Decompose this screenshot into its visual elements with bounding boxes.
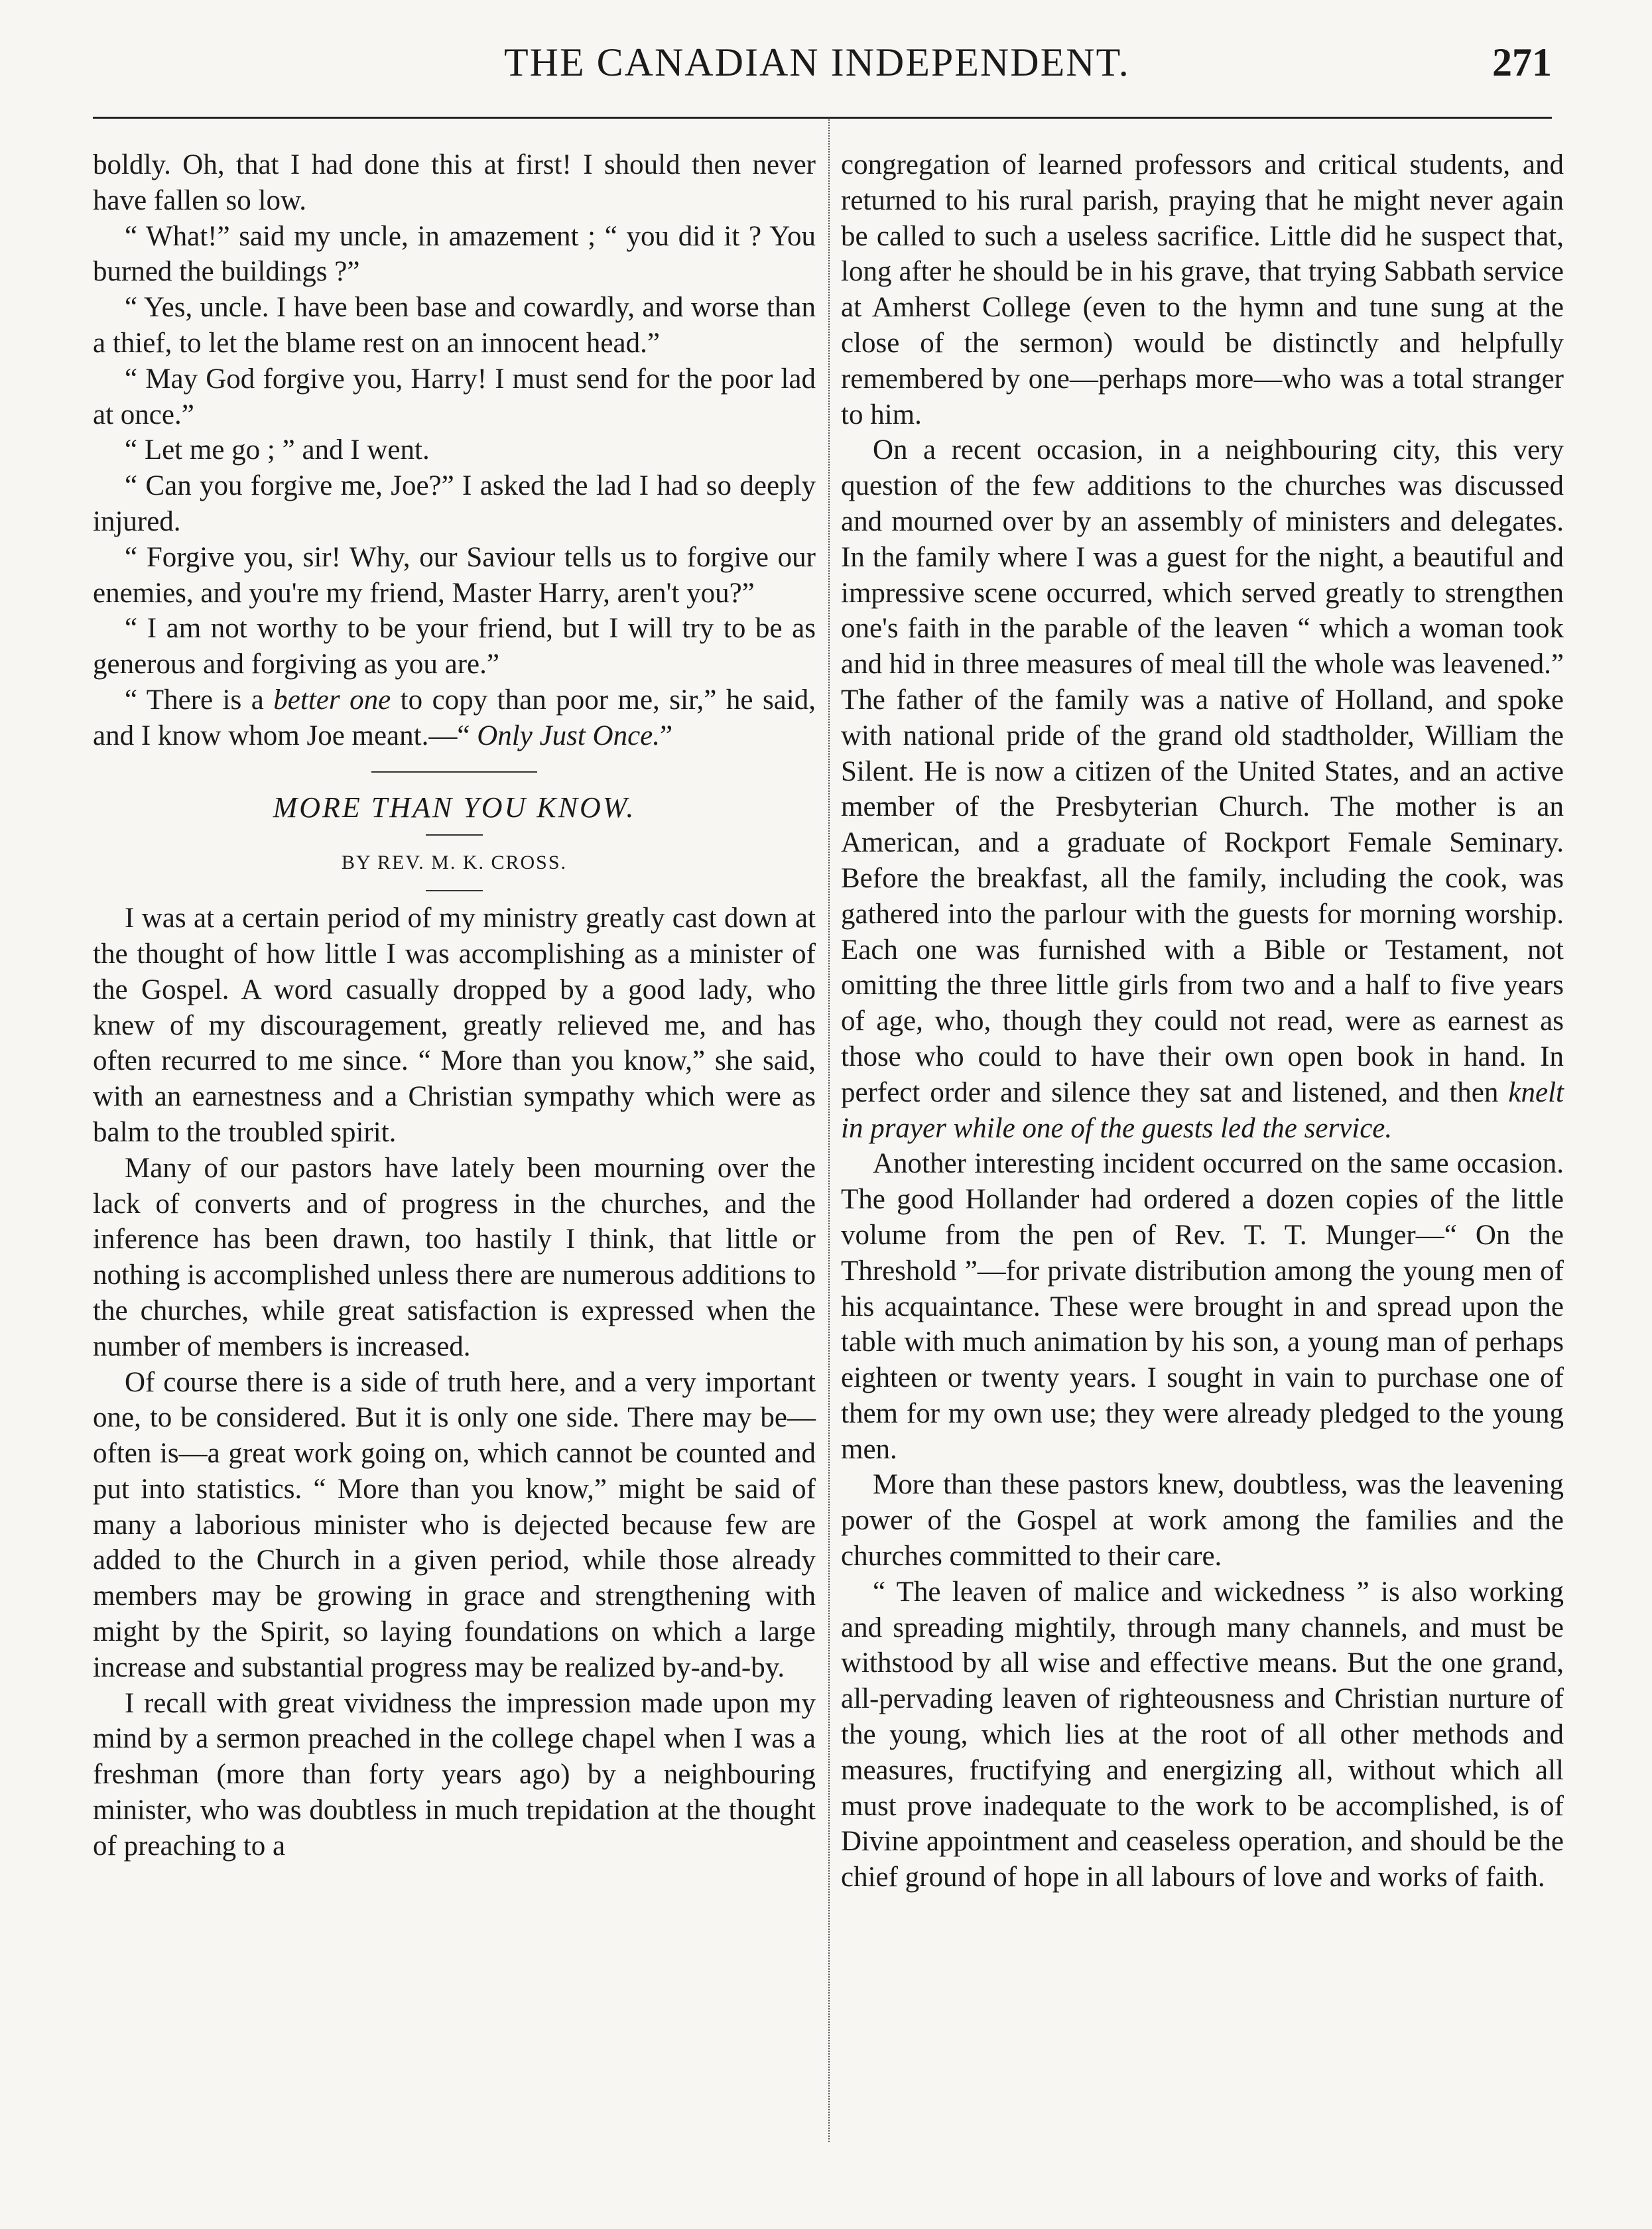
text-run: ” (660, 720, 673, 751)
paragraph: congregation of learned professors and critical students, and returned to his rural parish, praying that he might never again be called to such a useless sacrifice. Little did he suspect that, long after he should be in his grave, that trying Sabbath service at Amherst College (even to the hymn and tune sung at the close of the sermon) would be distinctly and helpfully remembered by one—perhaps more—who was a total stranger to him. (841, 149, 1564, 430)
paragraph: More than these pastors knew, doubtless, was the leavening power of the Gospel at work among the families and the churches committed to their care. (841, 1469, 1564, 1572)
paragraph: “ Yes, uncle. I have been base and cowardly, and worse than a thief, to let the blame rest on an innocent head.” (93, 292, 816, 359)
paragraph: “ Let me go ; ” and I went. (125, 434, 430, 466)
text-run: “ There is a (125, 684, 274, 716)
paragraph: “ The leaven of malice and wickedness ” is also working and spreading mightily, through many channels, and must be withstood by all wise and effective means. But the one grand, all-pervading leaven of righteousness and Christian nurture of the young, which lies at the root of all other methods and measures, fructifying and energizing all, without which all must prove inadequate to the work to be accomplished, is of Divine appointment and ceaseless operation, and should be the chief ground of hope in all labours of love and works of faith. (841, 1576, 1564, 1893)
article-title: MORE THAN YOU KNOW. (273, 791, 636, 824)
text-run: to copy than poor me, sir,” he said, and I know whom Joe meant.—“ (93, 684, 816, 751)
paragraph: Of course there is a side of truth here, and a very important one, to be considered. But it is only one side. There may be—often is—a great work going on, which cannot be counted and put into statistics. “ More than you know,” might be said of many a laborious minister who is dejected because few are added to the Church in a given period, while those already members may be growing in grace and strengthening with might by the Spirit, so laying foundations on which a large increase and substantial progress may be realized by-and-by. (93, 1366, 816, 1683)
italic-text: knelt in prayer while one of the guests led the service. (841, 1076, 1564, 1144)
paragraph: Another interesting incident occurred on the same occasion. The good Hollander had ordered a dozen copies of the little volume from the pen of Rev. T. T. Munger—“ On the Threshold ”—for private distribution among the young men of his acquaintance. These were brought in and spread upon the table with much animation by his son, a young man of perhaps eighteen or twenty years. I sought in vain to purchase one of them for my own use; they were already pledged to the young men. (841, 1148, 1564, 1465)
text-run: On a recent occasion, in a neighbouring city, this very question of the few additions to the churches was discussed and mourned over by an assembly of ministers and delegates. In the family where I was a guest for the night, a beautiful and impressive scene occurred, which served greatly to strengthen one's faith in the parable of the leaven “ which a woman took and hid in three measures of meal till the whole was leavened.” The father of the family was a native of Holland, and spoke with national pride of the grand old stadtholder, William the Silent. He is now a citizen of the United States, and an active member of the Presbyterian Church. The mother is an American, and a graduate of Rockport Female Seminary. Before the breakfast, all the family, including the cook, was gathered into the parlour with the guests for morning worship. Each one was furnished with a Bible or Testament, not omitting the three little girls from two and a half to five years of age, who, though they could not read, were as earnest as those who could to have their own open book in hand. In perfect order and silence they sat and listened, and then (841, 434, 1564, 1108)
paragraph: boldly. Oh, that I had done this at first! I should then never have fallen so low. (93, 149, 816, 216)
paragraph: I was at a certain period of my ministry greatly cast down at the thought of how little I was accomplishing as a minister of the Gospel. A word casually dropped by a good lady, who knew of my discouragement, greatly relieved me, and has often recurred to me since. “ More than you know,” she said, with an earnestness and a Christian sympathy which were as balm to the troubled spirit. (93, 903, 816, 1148)
column-divider (828, 119, 830, 2142)
paragraph-with-italic-ending (841, 432, 1564, 1146)
paragraph: “ I am not worthy to be your friend, but I will try to be as generous and forgiving as you are.” (93, 613, 816, 680)
paragraph: I recall with great vividness the impression made upon my mind by a sermon preached in the college chapel when I was a freshman (more than forty years ago) by a neighbouring minister, who was doubtless in much trepidation at the thought of preaching to a (93, 1687, 816, 1862)
paragraph: “ May God forgive you, Harry! I must send for the poor lad at once.” (93, 363, 816, 430)
header-rule (93, 117, 1552, 119)
italic-text: better one (273, 684, 391, 716)
paragraph: Many of our pastors have lately been mourning over the lack of converts and of progress in the churches, and the inference has been drawn, too hastily I think, that little or nothing is accomplished unless there are numerous additions to the churches, while great satisfaction is expressed when the number of members is increased. (93, 1152, 816, 1362)
section-divider (371, 771, 537, 773)
right-column (841, 147, 1564, 1895)
italic-text: Only Just Once. (477, 720, 661, 751)
article-byline: BY REV. M. K. CROSS. (341, 852, 568, 874)
running-title: THE CANADIAN INDEPENDENT. (504, 40, 1130, 84)
paragraph: “ What!” said my uncle, in amazement ; “ you did it ? You burned the buildings ?” (93, 220, 816, 288)
byline-rule (426, 890, 483, 891)
title-rule (426, 834, 483, 836)
page-header (93, 40, 1552, 113)
paragraph: “ Forgive you, sir! Why, our Saviour tells us to forgive our enemies, and you're my friend, Master Harry, aren't you?” (93, 541, 816, 609)
paragraph: “ Can you forgive me, Joe?” I asked the lad I had so deeply injured. (93, 470, 816, 537)
story-closing-paragraph (93, 682, 816, 754)
page-number: 271 (1492, 40, 1552, 84)
left-column (93, 147, 816, 1864)
